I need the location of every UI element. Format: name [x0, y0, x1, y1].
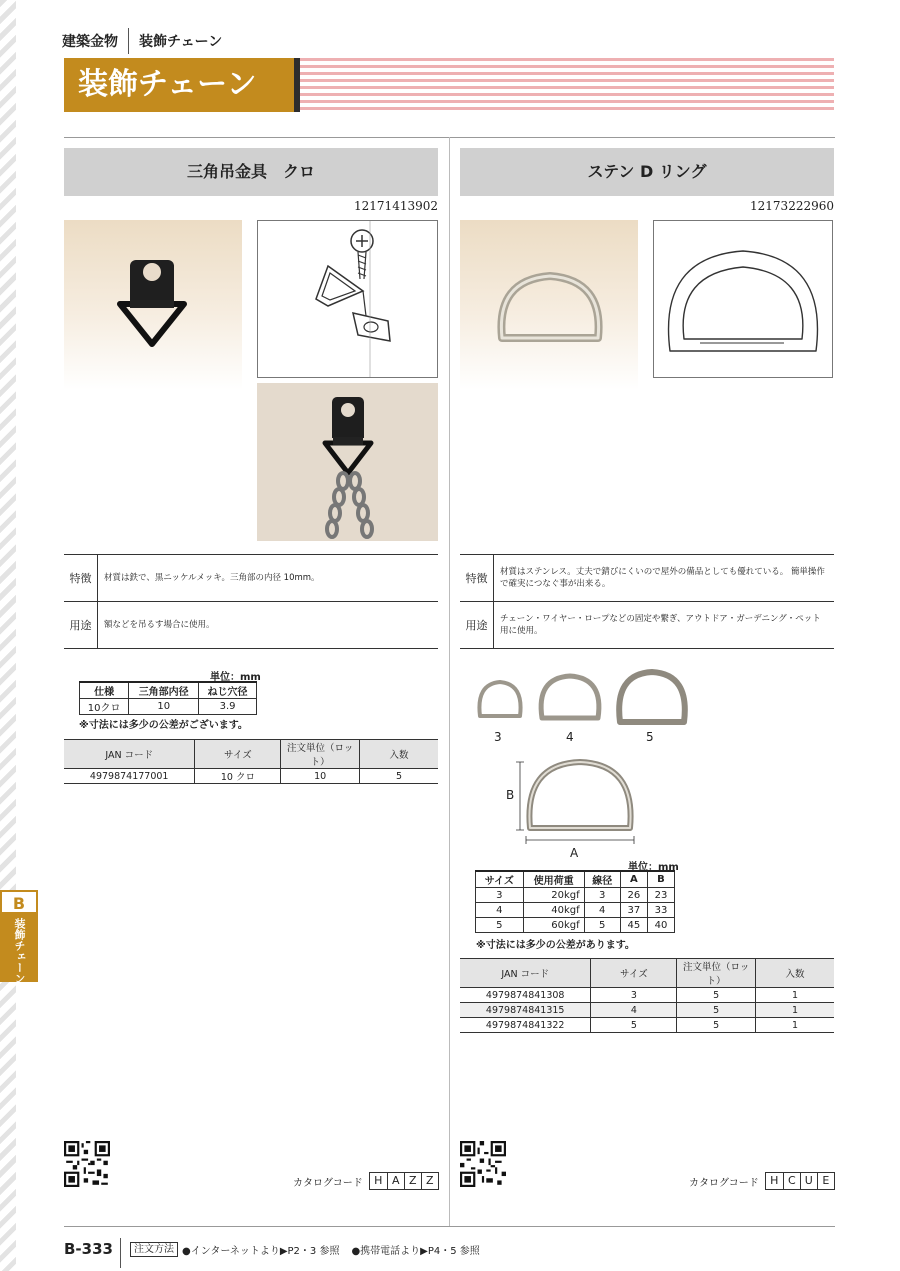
title-stripes-decoration [300, 58, 834, 112]
breadcrumb-category[interactable]: 建築金物 [62, 34, 118, 50]
dimension-a-label: A [570, 846, 579, 860]
left-product-photo [64, 220, 242, 390]
right-spec-cell: 37 [620, 903, 647, 918]
side-tab-label: 装飾チェーン [13, 918, 26, 984]
breadcrumb-separator [128, 28, 129, 54]
right-qr-code-icon[interactable] [460, 1141, 506, 1187]
left-jan-header: 入数 [359, 740, 438, 769]
right-jan-header: JAN コード [460, 959, 591, 988]
left-use-label: 用途 [64, 602, 98, 648]
footer-separator [120, 1238, 121, 1268]
right-spec-cell: 4 [584, 903, 620, 918]
right-spec-cell: 26 [620, 888, 647, 903]
right-jan-cell: 4979874841308 [460, 988, 591, 1003]
right-spec-header: サイズ [476, 871, 524, 888]
right-catalog-label: カタログコード [689, 1177, 759, 1189]
right-jan-cell: 5 [677, 988, 756, 1003]
right-spec-header: 線径 [584, 871, 620, 888]
breadcrumb-section[interactable]: 装飾チェーン [139, 34, 223, 50]
size-label: 5 [646, 730, 654, 744]
left-jan-header: JAN コード [64, 740, 195, 769]
right-catalog-code [689, 1172, 835, 1190]
left-features-row [64, 555, 438, 602]
left-jan-header: 注文単位（ロット） [281, 740, 360, 769]
order-mobile-link[interactable]: ●携帯電話より▶P4・5 参照 [351, 1246, 480, 1257]
right-spec-header: B [647, 871, 674, 888]
left-qr-code-icon[interactable] [64, 1141, 110, 1187]
left-jan-header: サイズ [195, 740, 281, 769]
right-spec-cell: 33 [647, 903, 674, 918]
left-product-hanging-photo [257, 383, 438, 541]
right-use-label: 用途 [460, 602, 494, 648]
right-jan-cell: 1 [755, 1018, 834, 1033]
left-features-text: 材質は鉄で、黒ニッケルメッキ。三角部の内径 10mm。 [104, 572, 320, 583]
page-number: B-333 [64, 1240, 113, 1258]
table-row [64, 769, 438, 784]
catalog-code-char: A [387, 1173, 404, 1189]
left-product-name: 三角吊金具 クロ [64, 148, 438, 196]
left-jan-table [64, 739, 438, 784]
order-method-label: 注文方法 [130, 1242, 178, 1257]
right-product-photo [460, 220, 638, 390]
catalog-code-char: Z [421, 1173, 438, 1189]
right-spec-cell: 20kgf [523, 888, 584, 903]
catalog-code-char: H [770, 1174, 779, 1187]
right-product-code: 12173222960 [750, 199, 834, 213]
table-row [476, 888, 675, 903]
right-features-label: 特徴 [460, 555, 494, 601]
right-product-name: ステン D リング [460, 148, 834, 196]
left-jan-cell: 4979874177001 [64, 769, 195, 784]
right-spec-cell: 3 [476, 888, 524, 903]
order-info [130, 1242, 480, 1257]
table-row [80, 699, 257, 715]
dimension-b-label: B [506, 788, 515, 802]
left-product-diagram [257, 220, 438, 378]
side-tab-letter: B [0, 890, 38, 914]
right-spec-header: A [620, 871, 647, 888]
left-jan-cell: 10 クロ [195, 769, 281, 784]
right-spec-cell: 60kgf [523, 918, 584, 933]
right-spec-header: 使用荷重 [523, 871, 584, 888]
catalog-code-char: Z [404, 1173, 421, 1189]
right-features-text: 材質はステンレス。丈夫で錆びにくいので屋外の備品としても優れている。 簡単操作で確実につなぐ事が出来る。 [500, 566, 825, 589]
right-size-photos [470, 668, 710, 748]
right-features-row [460, 555, 834, 602]
left-features-label: 特徴 [64, 555, 98, 601]
right-jan-cell: 1 [755, 1003, 834, 1018]
left-product-header [64, 148, 438, 215]
right-product-header [460, 148, 834, 215]
right-spec-table [475, 870, 675, 933]
column-divider [449, 137, 450, 1227]
right-jan-cell: 5 [677, 1003, 756, 1018]
right-jan-cell: 4 [591, 1003, 677, 1018]
right-jan-cell: 5 [677, 1018, 756, 1033]
side-section-tab[interactable] [0, 890, 38, 982]
right-spec-cell: 3 [584, 888, 620, 903]
catalog-code-char: H [374, 1174, 383, 1187]
left-spec-header: 仕様 [80, 682, 129, 699]
catalog-code-char: E [817, 1173, 834, 1189]
right-spec-cell: 5 [584, 918, 620, 933]
catalog-code-char: C [783, 1173, 800, 1189]
order-internet-link[interactable]: ●インターネットより▶P2・3 参照 [182, 1246, 340, 1257]
left-use-text: 額などを吊るす場合に使用。 [104, 619, 215, 630]
size-label: 3 [494, 730, 502, 744]
right-jan-header: サイズ [591, 959, 677, 988]
table-row [460, 1003, 834, 1018]
right-info-table [460, 554, 834, 649]
left-catalog-label: カタログコード [293, 1177, 363, 1189]
right-use-text: チェーン・ワイヤー・ロープなどの固定や繋ぎ、アウトドア・ガーデニング・ペット用に使用。 [500, 613, 821, 636]
left-unit-label: 単位：mm [210, 672, 261, 683]
right-jan-cell: 1 [755, 988, 834, 1003]
right-jan-table [460, 958, 834, 1033]
left-tolerance-note: ※寸法には多少の公差がございます。 [79, 720, 248, 731]
right-tolerance-note: ※寸法には多少の公差があります。 [476, 940, 635, 951]
left-spec-cell: 3.9 [199, 699, 257, 715]
right-jan-cell: 3 [591, 988, 677, 1003]
right-spec-cell: 40 [647, 918, 674, 933]
left-stripe-decoration [0, 0, 16, 1271]
size-label: 4 [566, 730, 574, 744]
page-title: 装飾チェーン [64, 58, 294, 112]
left-spec-header: ねじ穴径 [199, 682, 257, 699]
left-catalog-code [293, 1172, 439, 1190]
left-info-table [64, 554, 438, 649]
left-spec-header: 三角部内径 [129, 682, 199, 699]
bottom-rule [64, 1226, 835, 1227]
right-unit-label: 単位：mm [628, 862, 679, 873]
right-product-diagram [653, 220, 833, 378]
right-spec-cell: 45 [620, 918, 647, 933]
right-jan-header: 入数 [755, 959, 834, 988]
left-use-row [64, 602, 438, 649]
left-jan-cell: 5 [359, 769, 438, 784]
right-spec-cell: 40kgf [523, 903, 584, 918]
right-jan-cell: 5 [591, 1018, 677, 1033]
table-row [476, 918, 675, 933]
title-band [64, 58, 834, 112]
right-dimension-figure [500, 758, 650, 864]
right-use-row [460, 602, 834, 649]
right-spec-cell: 23 [647, 888, 674, 903]
right-jan-cell: 4979874841315 [460, 1003, 591, 1018]
left-product-code: 12171413902 [354, 199, 438, 213]
right-jan-cell: 4979874841322 [460, 1018, 591, 1033]
left-spec-cell: 10クロ [80, 699, 129, 715]
right-jan-header: 注文単位（ロット） [677, 959, 756, 988]
breadcrumb [62, 28, 222, 54]
left-jan-cell: 10 [281, 769, 360, 784]
table-row [476, 903, 675, 918]
catalog-code-char: U [800, 1173, 817, 1189]
left-spec-table [79, 681, 257, 715]
table-row [460, 1018, 834, 1033]
right-spec-cell: 5 [476, 918, 524, 933]
right-spec-cell: 4 [476, 903, 524, 918]
table-row [460, 988, 834, 1003]
left-spec-cell: 10 [129, 699, 199, 715]
